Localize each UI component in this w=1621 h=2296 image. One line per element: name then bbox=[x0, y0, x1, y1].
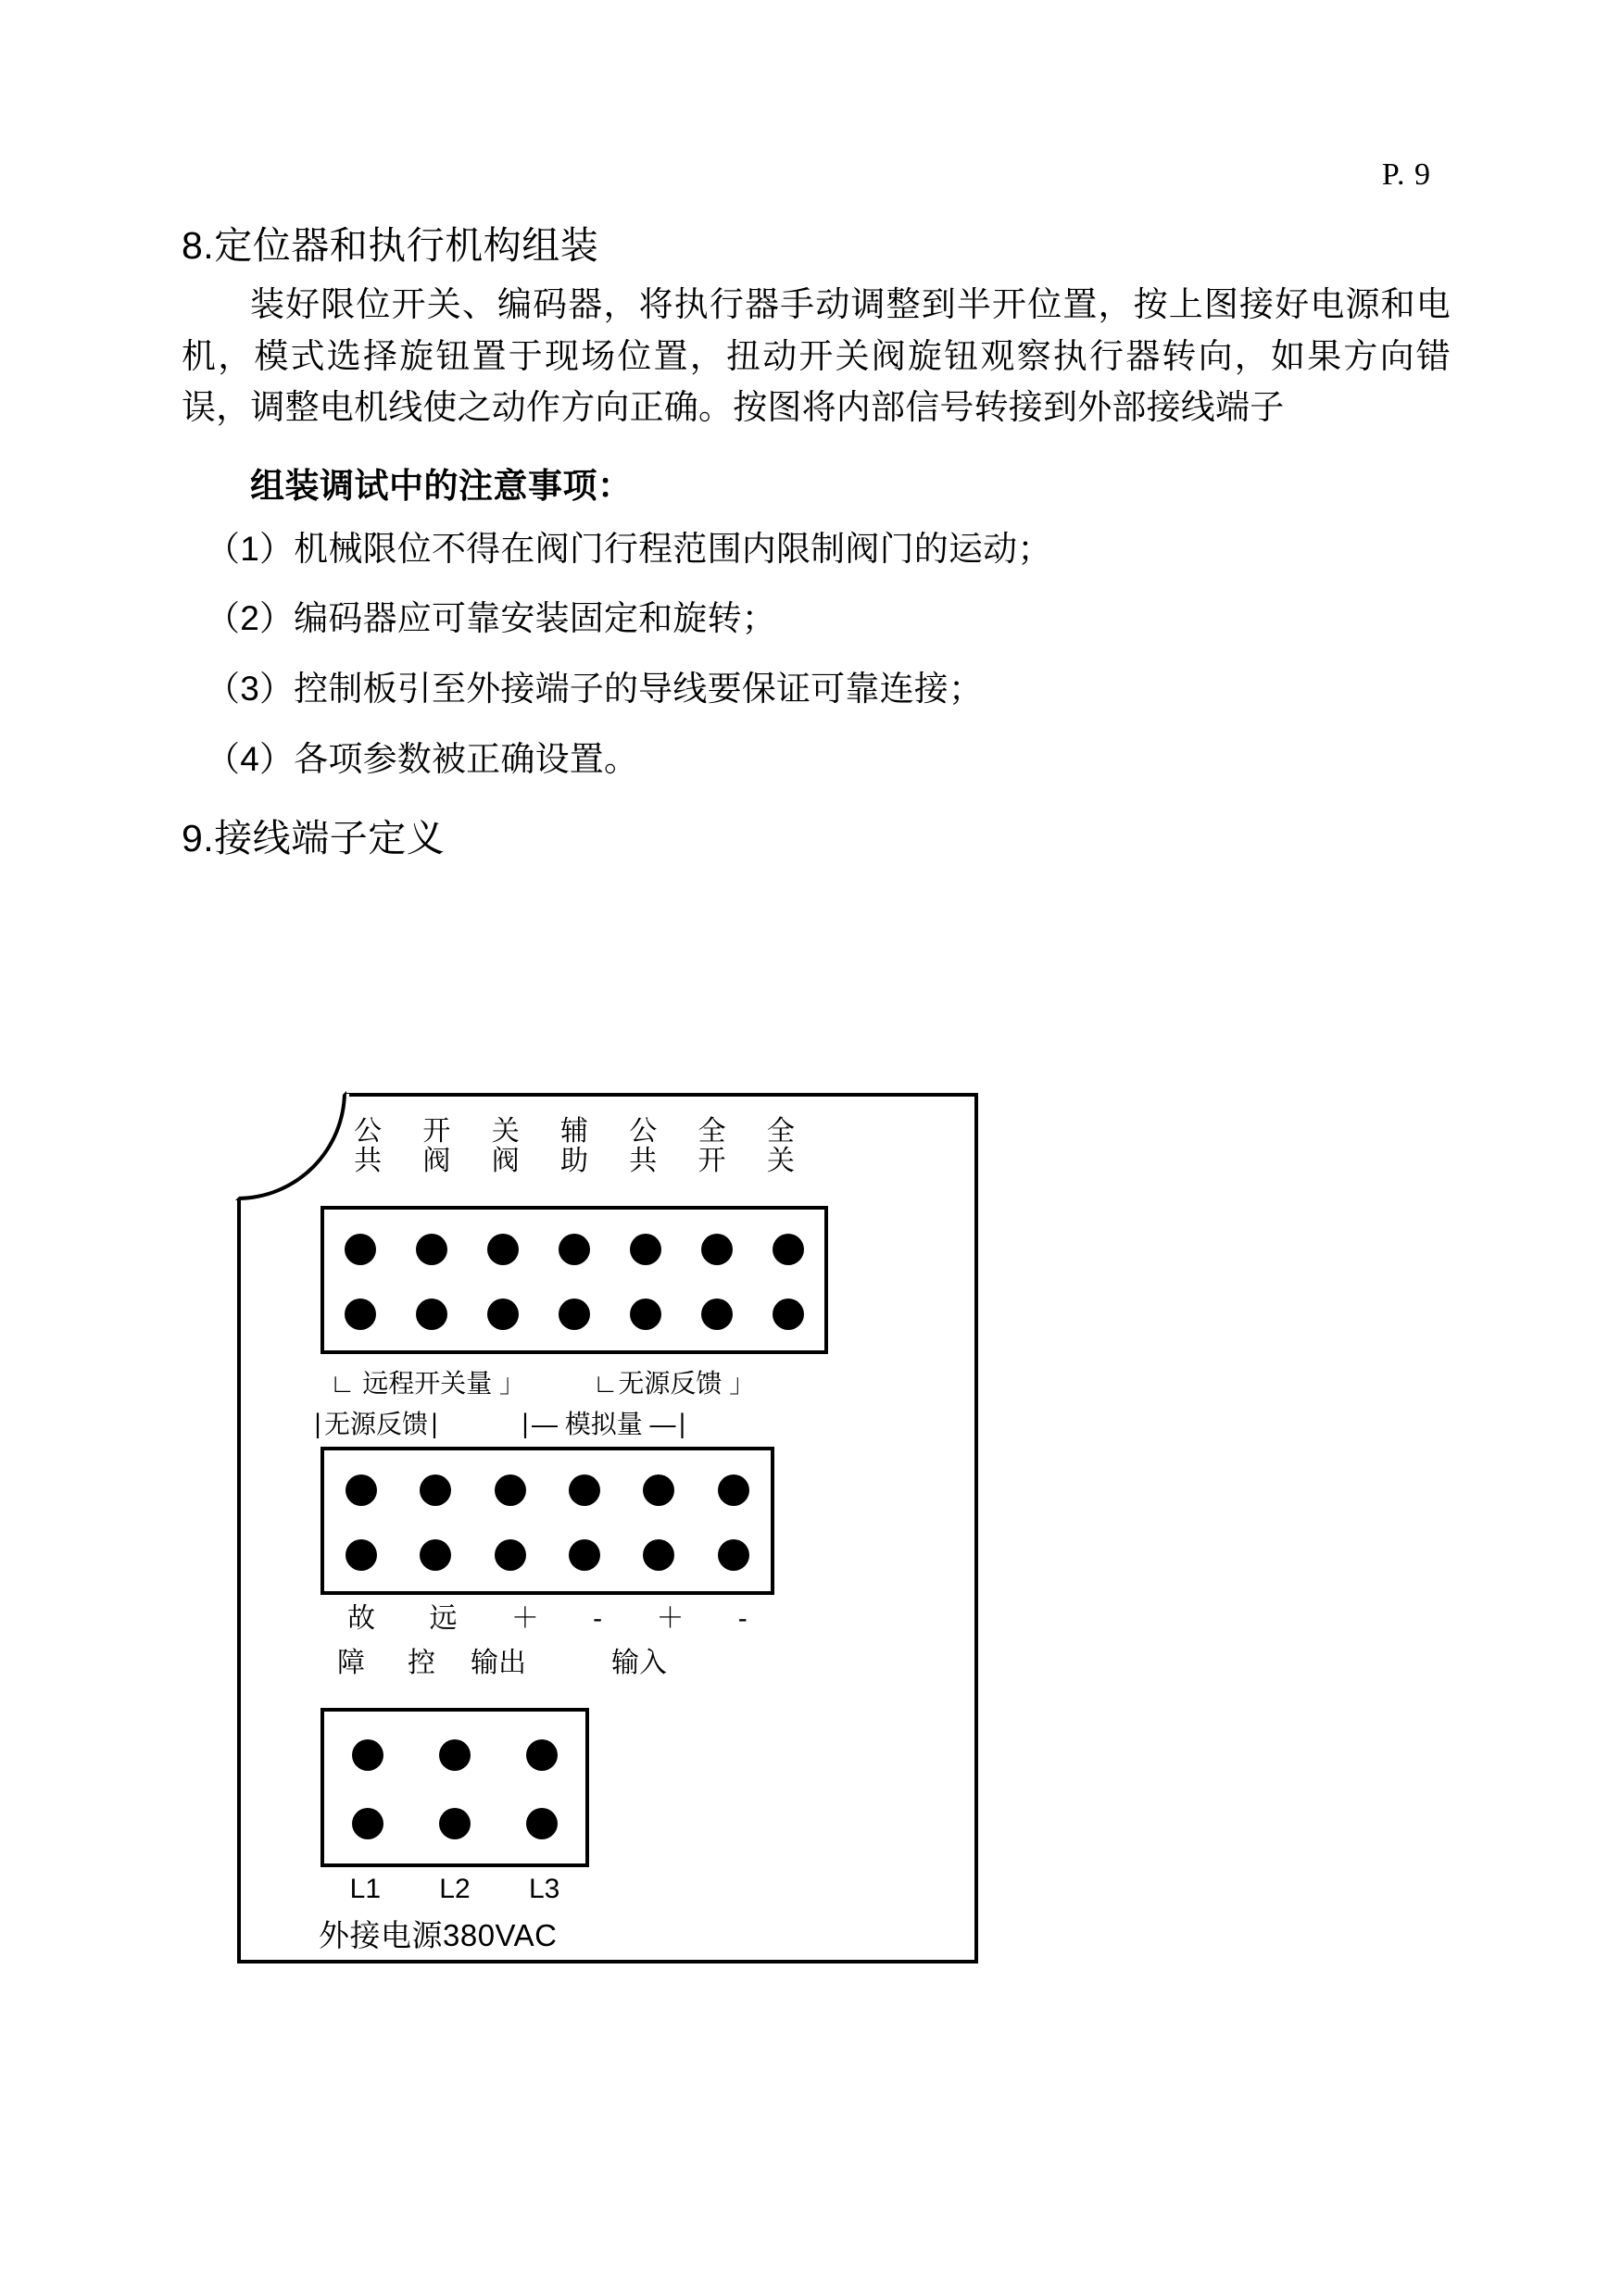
terminal-dot bbox=[420, 1474, 451, 1506]
terminal-label: 开 阀 bbox=[422, 1116, 451, 1177]
terminal-dot bbox=[701, 1299, 733, 1330]
terminal-dot bbox=[559, 1234, 590, 1265]
terminal-row bbox=[324, 1299, 824, 1330]
pin-label-l1: L1 bbox=[349, 1874, 382, 1904]
terminal-dot bbox=[416, 1299, 447, 1330]
terminal-label: 辅 助 bbox=[559, 1116, 588, 1177]
terminal-dot bbox=[526, 1808, 558, 1839]
terminal-dot bbox=[643, 1474, 674, 1506]
power-pin-labels bbox=[320, 1875, 589, 1904]
middle-block-bracket-right: ∣— 模拟量 —∣ bbox=[519, 1410, 689, 1438]
middle-block-bracket-left: ∣无源反馈∣ bbox=[311, 1410, 442, 1438]
section-heading-9: 9.接线端子定义 bbox=[182, 817, 446, 860]
terminal-dot bbox=[559, 1299, 590, 1330]
terminal-dot bbox=[487, 1299, 519, 1330]
terminal-label: 公 共 bbox=[629, 1116, 658, 1177]
terminal-dot bbox=[526, 1739, 558, 1771]
terminal-label: 远 bbox=[429, 1603, 458, 1634]
terminal-label: ＋ bbox=[656, 1603, 685, 1634]
terminal-label: 全 开 bbox=[697, 1116, 726, 1177]
terminal-dot bbox=[345, 1234, 376, 1265]
terminal-dot bbox=[569, 1474, 600, 1506]
middle-block-sign-row bbox=[320, 1604, 774, 1634]
terminal-label: - bbox=[593, 1603, 603, 1634]
terminal-dot bbox=[718, 1474, 749, 1506]
terminal-dot bbox=[701, 1234, 733, 1265]
terminal-dot bbox=[346, 1539, 377, 1571]
middle-label-fault: 障 bbox=[337, 1648, 365, 1678]
document-content bbox=[182, 220, 1451, 862]
top-block-bracket-left: ∟ 远程开关量 」 bbox=[330, 1369, 525, 1398]
top-block-bracket-right: ∟无源反馈 」 bbox=[593, 1369, 756, 1398]
pin-label-l3: L3 bbox=[528, 1874, 560, 1904]
middle-label-input: 输入 bbox=[611, 1648, 667, 1678]
terminal-definition-diagram bbox=[182, 1093, 1441, 2019]
terminal-row bbox=[324, 1739, 585, 1771]
middle-label-output: 输出 bbox=[471, 1648, 526, 1678]
terminal-label: 关 阀 bbox=[491, 1116, 520, 1177]
pin-label-l2: L2 bbox=[439, 1874, 471, 1904]
list-item: （3）控制板引至外接端子的导线要保证可靠连接； bbox=[206, 670, 984, 709]
power-terminal-block bbox=[320, 1708, 589, 1867]
terminal-row bbox=[324, 1539, 771, 1571]
terminal-row bbox=[324, 1808, 585, 1839]
terminal-dot bbox=[643, 1539, 674, 1571]
terminal-label: - bbox=[737, 1603, 748, 1634]
page-number: P. 9 bbox=[1381, 157, 1431, 192]
section-heading-8: 8.定位器和执行机构组装 bbox=[182, 224, 599, 267]
terminal-label: 公 共 bbox=[354, 1116, 383, 1177]
terminal-dot bbox=[569, 1539, 600, 1571]
terminal-dot bbox=[346, 1474, 377, 1506]
terminal-dot bbox=[718, 1539, 749, 1571]
terminal-label: 全 关 bbox=[766, 1116, 795, 1177]
terminal-dot bbox=[773, 1299, 804, 1330]
terminal-row bbox=[324, 1474, 771, 1506]
terminal-dot bbox=[495, 1474, 526, 1506]
terminal-dot bbox=[420, 1539, 451, 1571]
top-block-labels bbox=[333, 1117, 815, 1177]
terminal-dot bbox=[352, 1739, 383, 1771]
terminal-dot bbox=[439, 1808, 471, 1839]
terminal-label: 故 bbox=[347, 1603, 376, 1634]
terminal-row bbox=[324, 1234, 824, 1265]
list-item: （1）机械限位不得在阀门行程范围内限制阀门的运动； bbox=[206, 529, 1052, 568]
terminal-dot bbox=[352, 1808, 383, 1839]
enclosure-outline bbox=[237, 1093, 978, 1964]
middle-terminal-block bbox=[320, 1447, 774, 1595]
middle-label-remote: 控 bbox=[408, 1648, 435, 1678]
terminal-dot bbox=[630, 1299, 661, 1330]
section-8-paragraph: 装好限位开关、编码器，将执行器手动调整到半开位置，按上图接好电源和电机，模式选择旋钮置于现场位置，扭动开关阀旋钮观察执行器转向，如果方向错误，调整电机线使之动作方向正确。按图将内部信号转接到外部接线端子 bbox=[182, 285, 1451, 427]
notes-title: 组装调试中的注意事项： bbox=[250, 466, 633, 505]
power-caption: 外接电源380VAC bbox=[319, 1918, 558, 1952]
list-item: （2）编码器应可靠安装固定和旋转； bbox=[206, 599, 776, 638]
top-terminal-block bbox=[320, 1206, 828, 1354]
terminal-label: ＋ bbox=[510, 1603, 539, 1634]
terminal-dot bbox=[495, 1539, 526, 1571]
terminal-dot bbox=[416, 1234, 447, 1265]
terminal-dot bbox=[773, 1234, 804, 1265]
terminal-dot bbox=[487, 1234, 519, 1265]
terminal-dot bbox=[630, 1234, 661, 1265]
list-item: （4）各项参数被正确设置。 bbox=[206, 739, 639, 778]
terminal-dot bbox=[439, 1739, 471, 1771]
notes-list bbox=[182, 524, 1451, 784]
terminal-dot bbox=[345, 1299, 376, 1330]
